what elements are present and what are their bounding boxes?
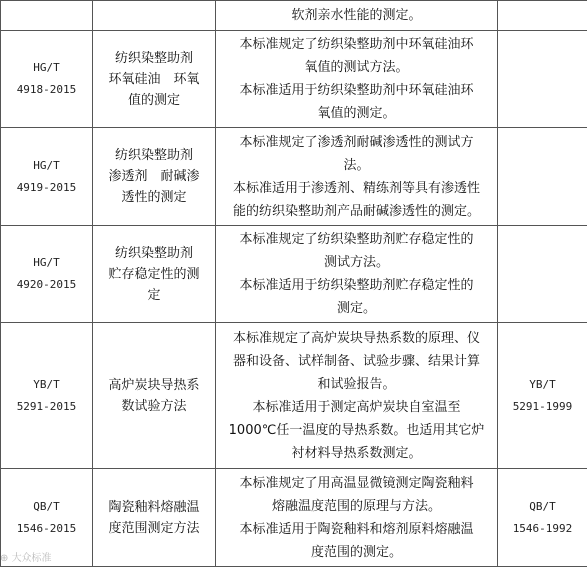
- standard-code-cell: [1, 128, 93, 226]
- scope-line: 器和设备、试样制备、试验步骤、结果计算: [222, 350, 491, 373]
- replaced-standard-cell: [498, 469, 587, 567]
- scope-cell: [216, 128, 498, 226]
- standard-code-cell: [1, 323, 93, 469]
- scope-line: 本标准规定了纺织染整助剂贮存稳定性的: [222, 228, 491, 251]
- standard-name-line: 纺织染整助剂: [97, 145, 211, 166]
- scope-line: 熔融温度范围的原理与方法。: [222, 495, 491, 518]
- scope-line: 测试方法。: [222, 251, 491, 274]
- scope-line: 测定。: [222, 297, 491, 320]
- standard-name-line: 数试验方法: [97, 396, 211, 417]
- replaced-standard-cell: [498, 1, 587, 31]
- standard-name-line: 贮存稳定性的测: [97, 264, 211, 285]
- scope-line: 和试验报告。: [222, 373, 491, 396]
- standard-code-cell: [1, 31, 93, 128]
- scope-cell: [216, 323, 498, 469]
- replaced-standard-line: YB/T: [502, 374, 583, 396]
- standard-code-line: 4920-2015: [5, 274, 88, 296]
- standard-code-line: HG/T: [5, 252, 88, 274]
- scope-line: 本标准规定了高炉炭块导热系数的原理、仪: [222, 327, 491, 350]
- standard-code-line: YB/T: [5, 374, 88, 396]
- scope-cell: [216, 469, 498, 567]
- scope-cell: [216, 1, 498, 31]
- scope-line: 1000℃任一温度的导热系数。也适用其它炉: [222, 419, 491, 442]
- standard-name-cell: [93, 31, 216, 128]
- table-row: [1, 128, 587, 226]
- scope-line: 本标准规定了用高温显微镜测定陶瓷釉料: [222, 472, 491, 495]
- replaced-standard-line: 5291-1999: [502, 396, 583, 418]
- replaced-standard-cell: [498, 128, 587, 226]
- standard-code-line: QB/T: [5, 496, 88, 518]
- standard-code-line: HG/T: [5, 57, 88, 79]
- scope-line: 度范围的测定。: [222, 541, 491, 564]
- standard-name-line: 纺织染整助剂: [97, 48, 211, 69]
- scope-line: 本标准规定了纺织染整助剂中环氧硅油环: [222, 33, 491, 56]
- standard-code-cell: [1, 1, 93, 31]
- standard-name-line: 环氧硅油 环氧: [97, 69, 211, 90]
- scope-line: 本标准适用于纺织染整助剂中环氧硅油环: [222, 79, 491, 102]
- scope-line: 本标准适用于渗透剂、精练剂等具有渗透性: [222, 177, 491, 200]
- scope-line: 氧值的测定。: [222, 102, 491, 125]
- table-row: [1, 1, 587, 31]
- standard-name-cell: [93, 323, 216, 469]
- table-row: [1, 323, 587, 469]
- watermark-text: 大众标准: [12, 553, 52, 564]
- scope-line: 本标准适用于陶瓷釉料和熔剂原料熔融温: [222, 518, 491, 541]
- scope-line: 氧值的测试方法。: [222, 56, 491, 79]
- replaced-standard-line: 1546-1992: [502, 518, 583, 540]
- scope-line: 衬材料导热系数测定。: [222, 442, 491, 465]
- scope-cell: [216, 226, 498, 323]
- standard-code-cell: [1, 226, 93, 323]
- scope-line: 软剂亲水性能的测定。: [222, 4, 491, 27]
- standard-name-line: 定: [97, 285, 211, 306]
- table-row: [1, 226, 587, 323]
- scope-line: 本标准适用于测定高炉炭块自室温至: [222, 396, 491, 419]
- standard-name-cell: [93, 226, 216, 323]
- table-row: [1, 31, 587, 128]
- standard-name-line: 渗透剂 耐碱渗: [97, 166, 211, 187]
- standard-name-line: 陶瓷釉料熔融温: [97, 497, 211, 518]
- standard-name-line: 高炉炭块导热系: [97, 375, 211, 396]
- scope-line: 本标准规定了渗透剂耐碱渗透性的测试方: [222, 131, 491, 154]
- watermark-logo: ⊕ 大众标准: [0, 549, 52, 564]
- standard-name-cell: [93, 128, 216, 226]
- standards-table-body: [1, 1, 587, 567]
- scope-line: 法。: [222, 154, 491, 177]
- table-row: [1, 469, 587, 567]
- standard-code-line: 4918-2015: [5, 79, 88, 101]
- standard-name-line: 度范围测定方法: [97, 518, 211, 539]
- standard-name-line: 值的测定: [97, 90, 211, 111]
- standard-name-cell: [93, 469, 216, 567]
- standard-name-line: 纺织染整助剂: [97, 243, 211, 264]
- standard-code-line: 4919-2015: [5, 177, 88, 199]
- standard-name-cell: [93, 1, 216, 31]
- standard-code-line: HG/T: [5, 155, 88, 177]
- standard-code-line: 5291-2015: [5, 396, 88, 418]
- replaced-standard-cell: [498, 31, 587, 128]
- standard-code-line: 1546-2015: [5, 518, 88, 540]
- replaced-standard-cell: [498, 323, 587, 469]
- scope-cell: [216, 31, 498, 128]
- scope-line: 本标准适用于纺织染整助剂贮存稳定性的: [222, 274, 491, 297]
- scope-line: 能的纺织染整助剂产品耐碱渗透性的测定。: [222, 200, 491, 223]
- replaced-standard-cell: [498, 226, 587, 323]
- standard-name-line: 透性的测定: [97, 187, 211, 208]
- replaced-standard-line: QB/T: [502, 496, 583, 518]
